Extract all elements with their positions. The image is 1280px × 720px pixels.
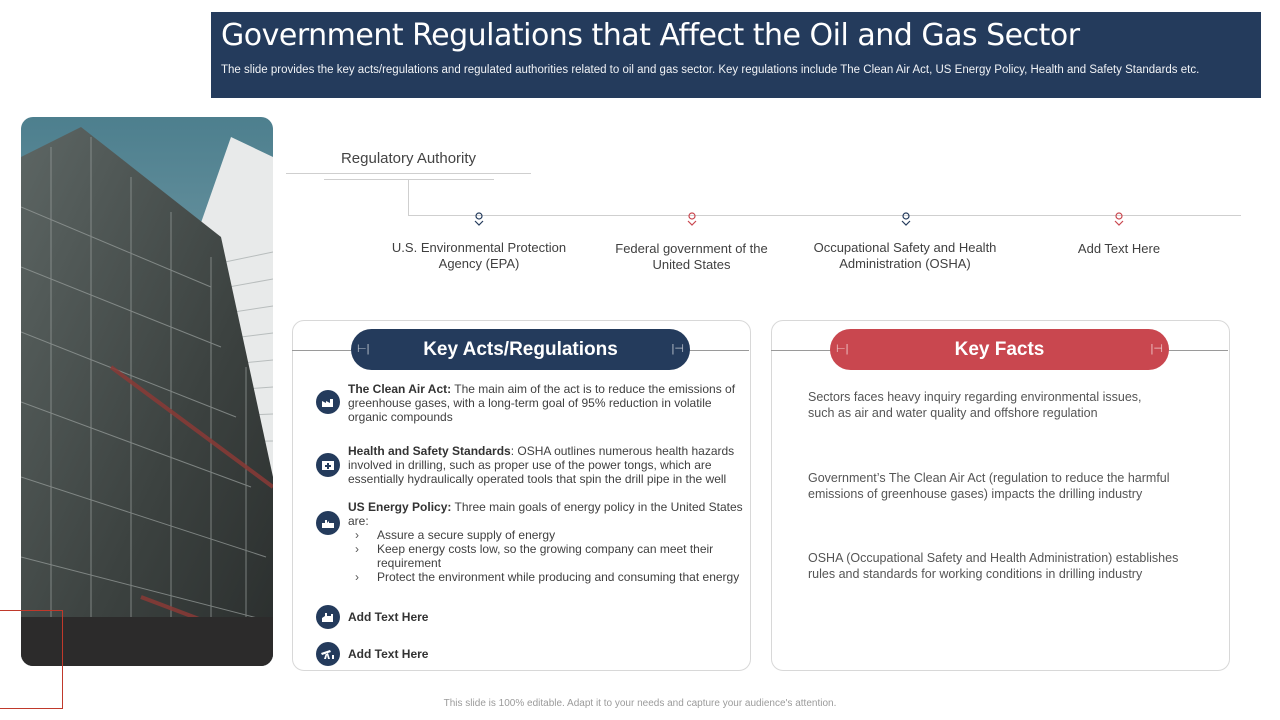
authority-connector [408,180,409,215]
authority-item: Add Text Here [1077,241,1161,256]
regulation-title: The Clean Air Act: [348,382,452,396]
list-item: › Keep energy costs low, so the growing company can meet their requirement [355,542,714,570]
location-pin-icon [1114,212,1124,226]
authority-item: Occupational Safety and Health Administration (OSHA) [813,240,997,271]
key-acts-heading-label: Key Acts/Regulations [423,339,618,360]
location-pin-icon [901,212,911,226]
key-fact: Sectors faces heavy inquiry regarding environmental issues, such as air and water quality and offshore regulation [808,390,1142,420]
regulation-item [348,647,743,661]
key-acts-heading: ⊢| Key Acts/Regulations |⊣ [351,329,690,370]
regulation-title: Add Text Here [348,647,429,661]
location-pin-icon [687,212,697,226]
regulation-item [348,500,743,584]
regulation-description: : OSHA outlines numerous health hazards involved in drilling, such as proper use of the power tongs, which are essentially hydraulically operated tools that spin the drill pipe in the well [348,444,735,486]
building-under-construction-photo [21,117,273,666]
list-item: › Assure a secure supply of energy [355,528,556,542]
factory-icon [316,390,340,414]
chevron-right-icon: › [355,542,359,556]
list-item: › Protect the environment while producing and consuming that energy [355,570,740,584]
first-aid-icon [316,453,340,477]
page-subtitle: The slide provides the key acts/regulations and regulated authorities related to oil and gas sector. Key regulations include The Clean Air Act, US Energy Policy, Health and Safety Standards etc. [221,64,1200,76]
key-fact: Government’s The Clean Air Act (regulation to reduce the harmful emissions of greenhouse gases) impacts the drilling industry [808,471,1170,501]
regulation-description: The main aim of the act is to reduce the emissions of greenhouse gases, with a long-term goal of 95% reduction in volatile organic compounds [348,382,736,424]
refinery-icon [316,605,340,629]
regulation-item [348,610,743,624]
regulation-description: Three main goals of energy policy in the United States are: [348,500,743,528]
page-title: Government Regulations that Affect the Oil and Gas Sector [221,18,1080,53]
regulatory-authority-label: Regulatory Authority [340,150,477,167]
title-banner [211,12,1261,98]
regulation-item [348,444,743,486]
location-pin-icon [474,212,484,226]
key-fact: OSHA (Occupational Safety and Health Administration) establishes rules and standards for working conditions in drilling industry [808,551,1179,581]
footer-note: This slide is 100% editable. Adapt it to your needs and capture your audience's attention. [443,698,837,709]
authority-item: U.S. Environmental Protection Agency (EPA) [391,240,567,271]
authority-label-underline [286,173,531,174]
oil-pump-icon [316,642,340,666]
key-facts-heading-label: Key Facts [954,339,1045,360]
regulation-title: Health and Safety Standards [348,444,511,458]
regulation-title: Add Text Here [348,610,429,624]
chevron-right-icon: › [355,528,359,542]
energy-policy-goals [348,528,743,584]
chevron-right-icon: › [355,570,359,584]
regulation-title: US Energy Policy: [348,500,452,514]
regulation-item [348,382,743,424]
power-plant-icon [316,511,340,535]
authority-item: Federal government of the United States [615,241,768,272]
key-facts-heading: ⊢| Key Facts |⊣ [830,329,1169,370]
authority-label-underline-short [324,179,494,180]
decorative-frame [0,610,63,709]
